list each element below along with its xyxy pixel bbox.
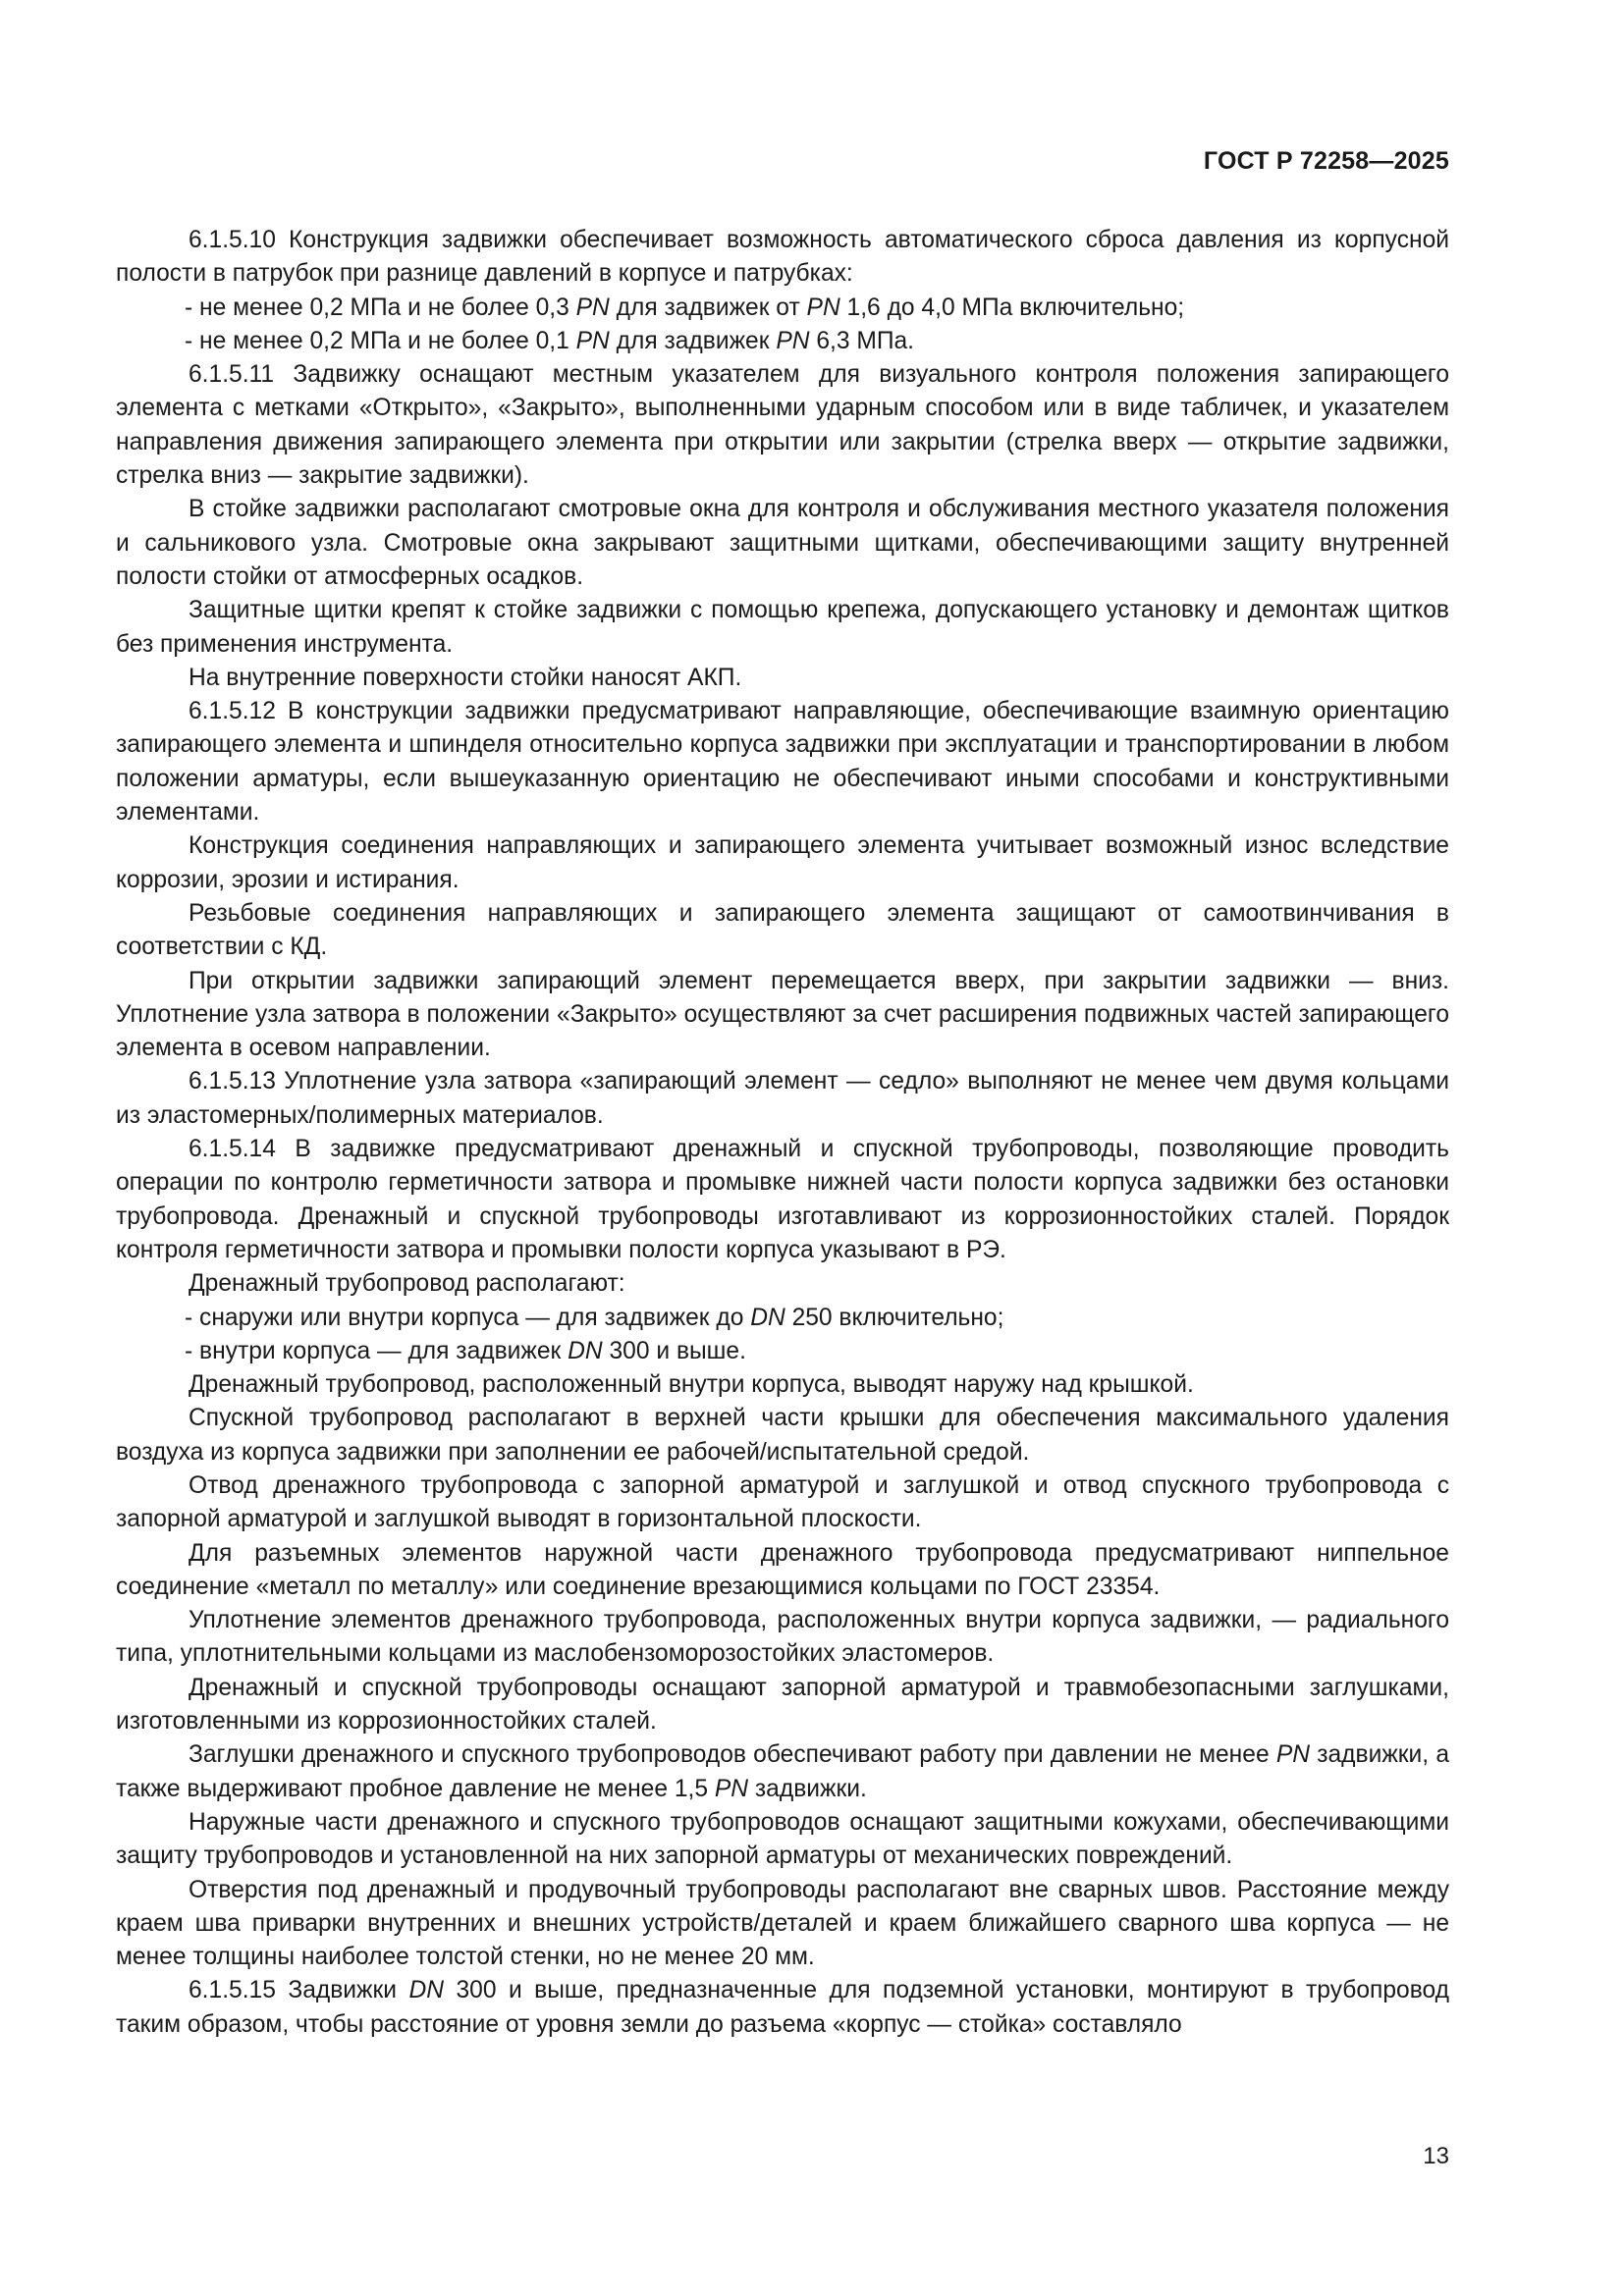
paragraph-6-1-5-14: 6.1.5.14 В задвижке предусматривают дренажный и спускной трубопроводы, позволяющие проводить операции по контролю герметичности затвора и промывке нижней части полости корпуса задвижки без остановки трубопровода. Дренажный и спускной трубопроводы изготавливают из коррозионностойких сталей. Порядок контроля герметичности затвора и промывки полости корпуса указывают в РЭ. (116, 1136, 1449, 1263)
paragraph: Дренажный трубопровод располагают: (189, 1270, 625, 1298)
paragraph: Для разъемных элементов наружной части дренажного трубопровода предусматривают ниппельное соединение «металл по металлу» или соединение врезающимися кольцами по ГОСТ 23354. (116, 1539, 1449, 1600)
paragraph: Спускной трубопровод располагают в верхней части крышки для обеспечения максимального удаления воздуха из корпуса задвижки при заполнении ее рабочей/испытательной средой. (116, 1405, 1449, 1466)
paragraph: В стойке задвижки располагают смотровые окна для контроля и обслуживания местного указателя положения и сальникового узла. Смотровые окна закрывают защитными щитками, обеспечивающими защиту внутренней полости стойки от атмосферных осадков. (116, 496, 1449, 590)
document-code: ГОСТ Р 72258—2025 (1203, 147, 1449, 175)
paragraph: Заглушки дренажного и спускного трубопроводов обеспечивают работу при давлении не менее PN задвижки, а также выдерживают пробное давление не менее 1,5 PN задвижки. (116, 1741, 1450, 1802)
paragraph: Отвод дренажного трубопровода с запорной арматурой и заглушкой и отвод спускного трубопровода с запорной арматурой и заглушкой выводят в горизонтальной плоскости. (116, 1471, 1449, 1533)
paragraph: Дренажный и спускной трубопроводы оснащают запорной арматурой и травмобезопасными заглушками, изготовленными из коррозионностойких сталей. (116, 1674, 1449, 1735)
paragraph-6-1-5-11: 6.1.5.11 Задвижку оснащают местным указателем для визуального контроля положения запирающего элемента с метками «Открыто», «Закрыто», выполненными ударным способом или в виде табличек, и указателем направления движения запирающего элемента при открытии или закрытии (стрелка вверх — открытие задвижки, стрелка вниз — закрытие задвижки). (116, 361, 1449, 490)
paragraph: Уплотнение элементов дренажного трубопровода, расположенных внутри корпуса задвижки, — радиального типа, уплотнительными кольцами из маслобензоморозостойких эластомеров. (116, 1607, 1449, 1668)
list-item: - снаружи или внутри корпуса — для задвижек до DN 250 включительно; (185, 1304, 1004, 1331)
paragraph: На внутренние поверхности стойки наносят АКП. (189, 664, 742, 691)
paragraph-6-1-5-13: 6.1.5.13 Уплотнение узла затвора «запирающий элемент — седло» выполняют не менее чем двумя кольцами из эластомерных/полимерных материалов. (116, 1068, 1449, 1129)
list-item: - внутри корпуса — для задвижек DN 300 и выше. (185, 1337, 746, 1364)
page-number: 13 (1423, 2143, 1449, 2169)
paragraph: Отверстия под дренажный и продувочный трубопроводы располагают вне сварных швов. Расстояние между краем шва приварки внутренних и внешних устройств/деталей и краем ближайшего сварного шва корпуса — не менее толщины наиболее толстой стенки, но не менее 20 мм. (116, 1876, 1449, 1971)
paragraph-6-1-5-10: 6.1.5.10 Конструкция задвижки обеспечивает возможность автоматического сброса давления из корпусной полости в патрубок при разнице давлений в корпусе и патрубках: (116, 227, 1449, 288)
paragraph: При открытии задвижки запирающий элемент перемещается вверх, при закрытии задвижки — вниз. Уплотнение узла затвора в положении «Закрыто» осуществляют за счет расширения подвижных частей запирающего элемента в осевом направлении. (116, 967, 1449, 1062)
paragraph: Дренажный трубопровод, расположенный внутри корпуса, выводят наружу над крышкой. (189, 1371, 1194, 1399)
paragraph-6-1-5-12: 6.1.5.12 В конструкции задвижки предусматривают направляющие, обеспечивающие взаимную ориентацию запирающего элемента и шпинделя относительно корпуса задвижки при эксплуатации и транспортировании в любом положении арматуры, если вышеуказанную ориентацию не обеспечивают иными способами и конструктивными элементами. (116, 698, 1449, 827)
paragraph-6-1-5-15: 6.1.5.15 Задвижки DN 300 и выше, предназначенные для подземной установки, монтируют в трубопровод таким образом, чтобы расстояние от уровня земли до разъема «корпус — стойка» составляло (116, 1977, 1449, 2038)
paragraph: Защитные щитки крепят к стойке задвижки с помощью крепежа, допускающего установку и демонтаж щитков без применения инструмента. (116, 597, 1449, 658)
paragraph: Наружные части дренажного и спускного трубопроводов оснащают защитными кожухами, обеспечивающими защиту трубопроводов и установленной на них запорной арматуры от механических повреждений. (116, 1808, 1449, 1870)
document-body (116, 224, 1449, 2042)
paragraph: Резьбовые соединения направляющих и запирающего элемента защищают от самоотвинчивания в соответствии с КД. (116, 899, 1449, 961)
paragraph: Конструкция соединения направляющих и запирающего элемента учитывает возможный износ вследствие коррозии, эрозии и истирания. (116, 832, 1449, 893)
list-item: - не менее 0,2 МПа и не более 0,3 PN для задвижек от PN 1,6 до 4,0 МПа включительно; (185, 294, 1185, 321)
list-item: - не менее 0,2 МПа и не более 0,1 PN для задвижек PN 6,3 МПа. (185, 327, 915, 354)
